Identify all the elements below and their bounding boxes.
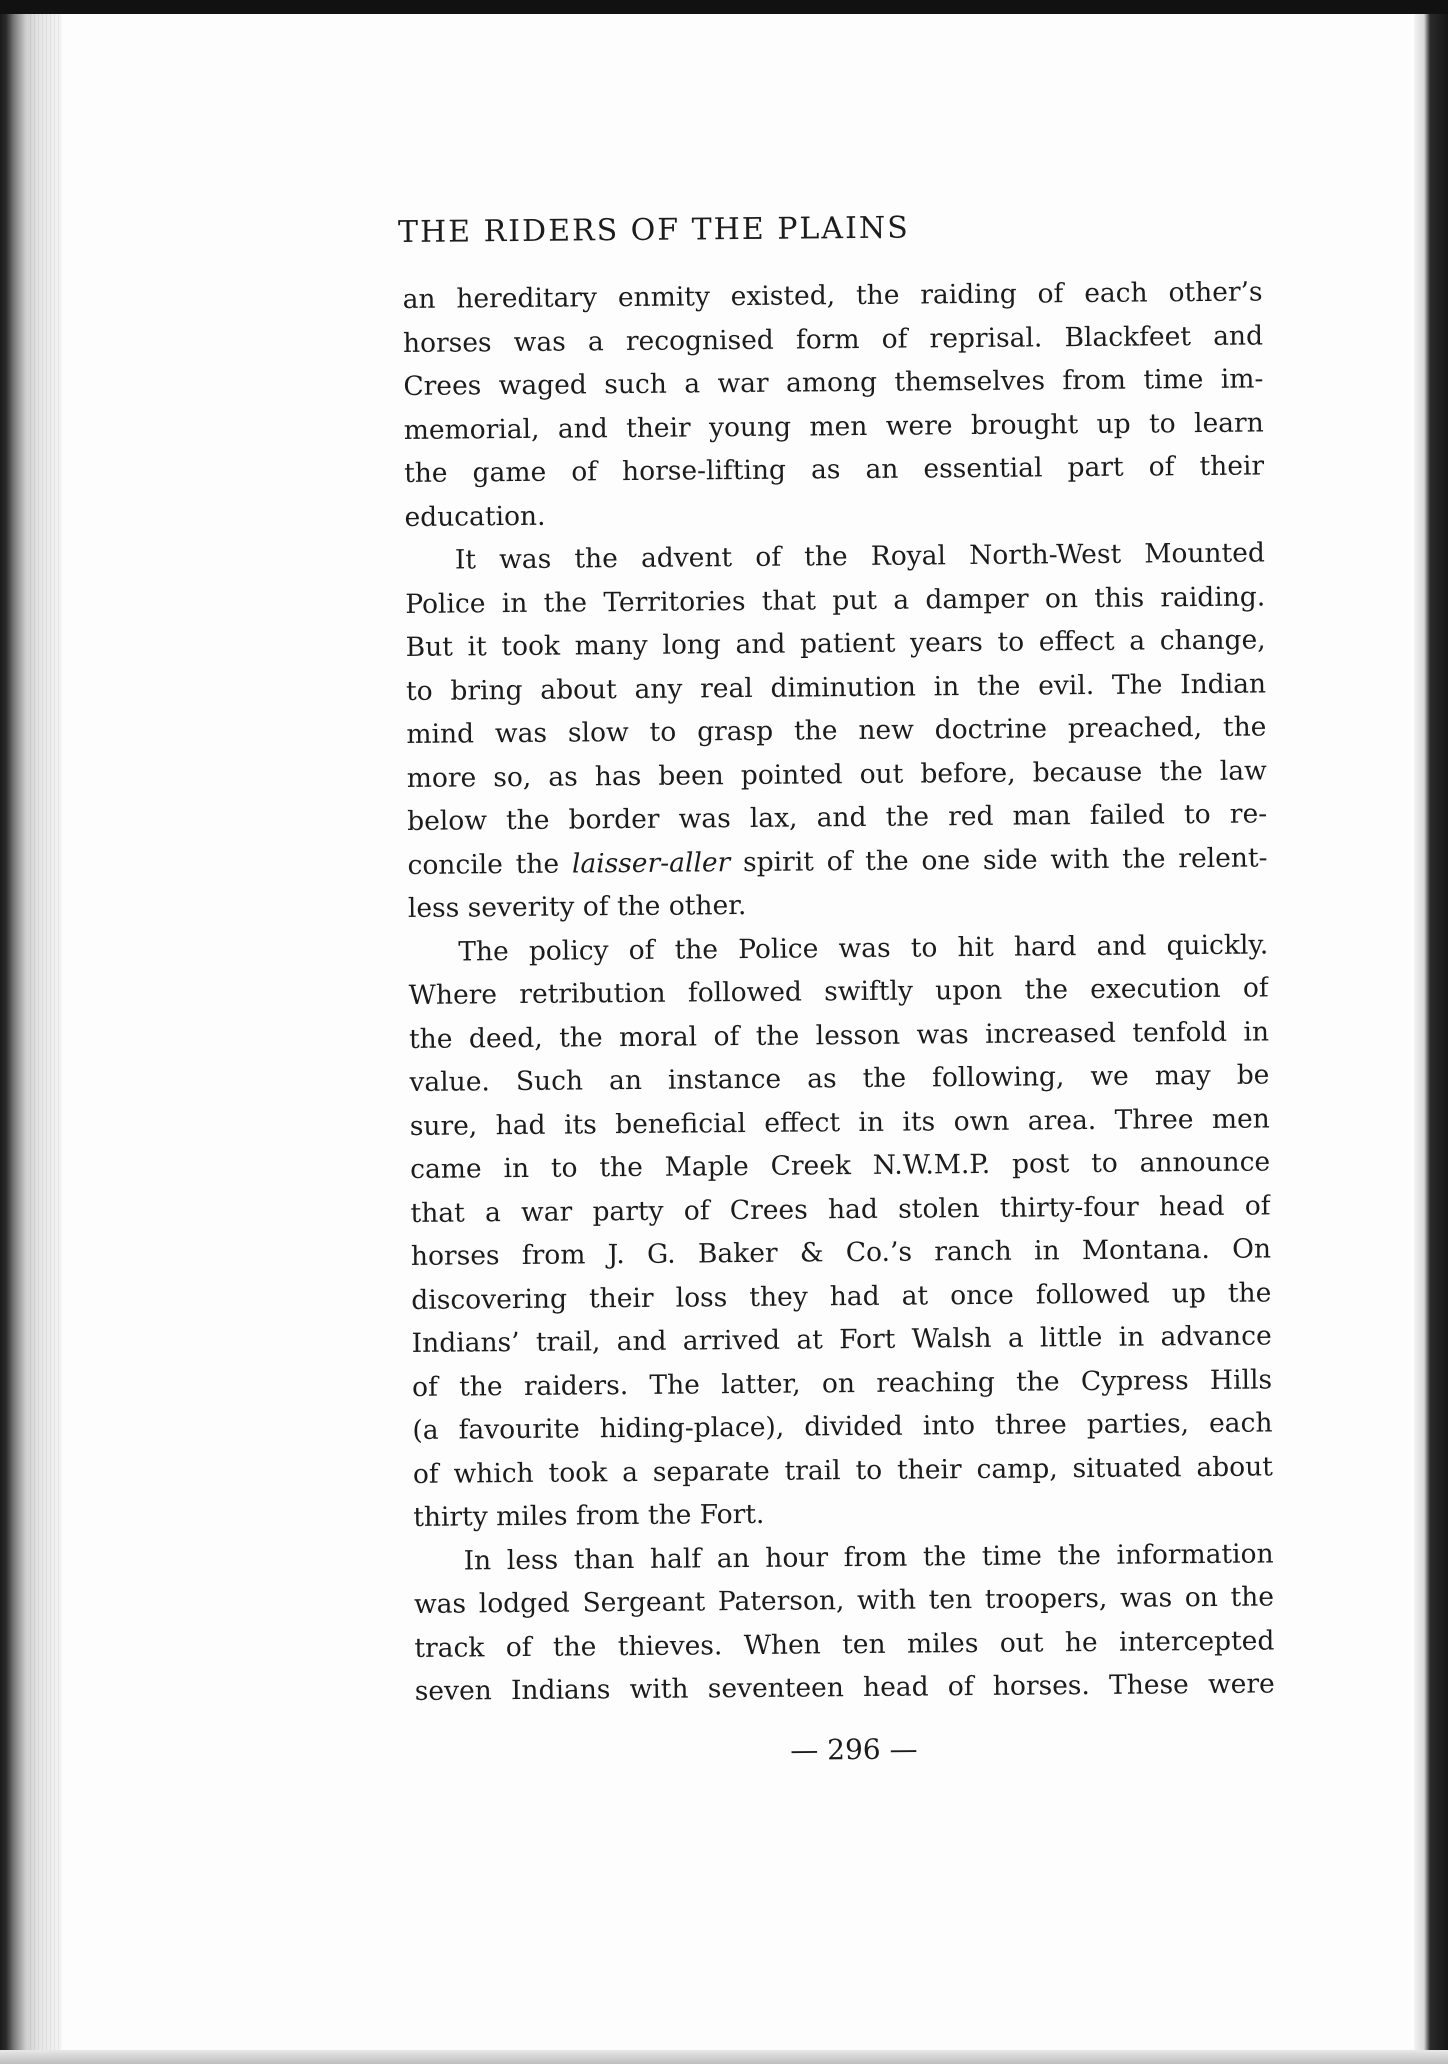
- text-line: discovering their loss they had at once followed up the: [411, 1276, 1272, 1316]
- text-line: was lodged Sergeant Paterson, with ten troopers, was on the: [413, 1581, 1275, 1620]
- page-stack-edges: [30, 14, 62, 2064]
- text-run: spirit of the one side with the relent-: [730, 841, 1268, 878]
- text-line: to bring about any real diminution in the evil. The Indian: [405, 667, 1267, 707]
- text-line: the deed, the moral of the lesson was increased tenfold in: [408, 1015, 1270, 1055]
- paragraph-2: [405, 531, 1268, 930]
- body-text: [402, 270, 1274, 1713]
- text-line: track of the thieves. When ten miles out he intercepted: [414, 1624, 1275, 1664]
- printed-page: [397, 0, 1278, 2064]
- text-line: Indians’ trail, and arrived at Fort Walsh a little in advance: [411, 1320, 1272, 1359]
- text-line: an hereditary enmity existed, the raiding of each other’s: [402, 276, 1263, 315]
- text-line: value. Such an instance as the following, we may be: [409, 1059, 1270, 1098]
- paragraph-4: [413, 1532, 1274, 1713]
- text-line: the game of horse-lifting as an essential part of their: [403, 450, 1265, 489]
- text-line: education.: [404, 500, 546, 533]
- paragraph-3: [408, 923, 1273, 1539]
- text-line: mind was slow to grasp the new doctrine preached, the: [406, 711, 1267, 750]
- text-line: came in to the Maple Creek N.W.M.P. post to announce: [410, 1146, 1271, 1185]
- paragraph-1: [402, 270, 1264, 538]
- text-line: seven Indians with seventeen head of horses. These were: [414, 1668, 1275, 1707]
- text-line: Where retribution followed swiftly upon the execution of: [408, 972, 1269, 1011]
- text-line: sure, had its beneficial effect in its own area. Three men: [409, 1102, 1270, 1142]
- text-line: of the raiders. The latter, on reaching the Cypress Hills: [411, 1363, 1273, 1403]
- text-line: thirty miles from the Fort.: [413, 1498, 765, 1533]
- text-line-with-italic: [407, 836, 1267, 887]
- text-line: Police in the Territories that put a damper on this raiding.: [405, 580, 1266, 620]
- text-line: Crees waged such a war among themselves from time im-: [403, 363, 1264, 402]
- text-line: less severity of the other.: [407, 890, 747, 924]
- text-line: horses from J. G. Baker & Co.’s ranch in Montana. On: [410, 1233, 1272, 1272]
- text-run: concile the: [407, 848, 573, 881]
- text-line: (a favourite hiding-place), divided into three parties, each: [412, 1407, 1273, 1446]
- text-line: of which took a separate trail to their camp, situated about: [412, 1450, 1273, 1490]
- text-line: that a war party of Crees had stolen thirty-four head of: [410, 1189, 1271, 1229]
- text-line: below the border was lax, and the red man failed to re-: [407, 798, 1268, 837]
- book-fore-edge: [1414, 14, 1448, 2064]
- text-line: more so, as has been pointed out before, because the law: [406, 754, 1267, 794]
- text-line: The policy of the Police was to hit hard and quickly.: [458, 928, 1269, 968]
- page-number: — 296 —: [790, 1732, 918, 1767]
- text-line: horses was a recognised form of reprisal. Blackfeet and: [402, 319, 1264, 359]
- running-head: THE RIDERS OF THE PLAINS: [397, 210, 910, 251]
- text-line: memorial, and their young men were brought up to learn: [403, 406, 1264, 446]
- text-line: In less than half an hour from the time the information: [463, 1537, 1274, 1577]
- text-line: But it took many long and patient years to effect a change,: [405, 624, 1266, 663]
- italic-phrase: laisser-aller: [571, 846, 731, 880]
- text-line: It was the advent of the Royal North-West Mounted: [454, 537, 1265, 576]
